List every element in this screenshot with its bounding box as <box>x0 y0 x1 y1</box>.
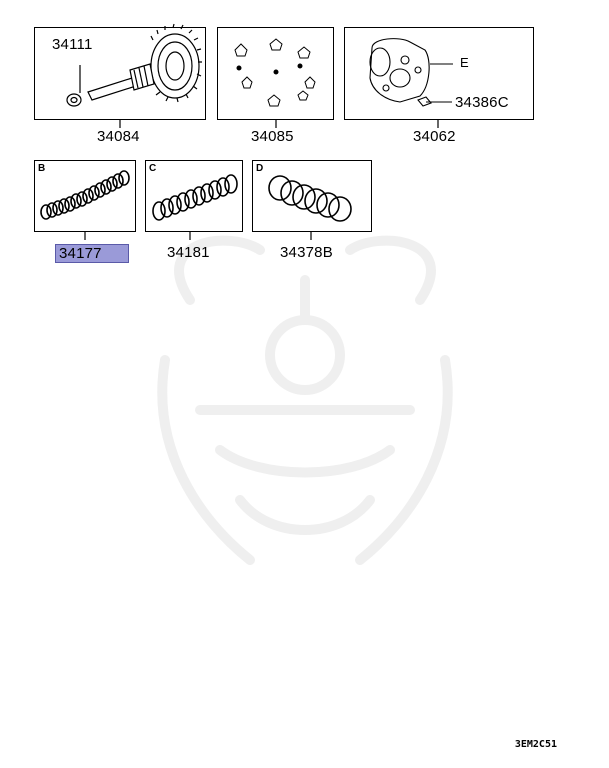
spring-d-drawing <box>269 176 351 221</box>
letter-d-label: D <box>256 163 264 174</box>
pinion-shaft-drawing <box>67 64 154 106</box>
diagram-code: 3EM2C51 <box>514 739 557 750</box>
sub-part-label[interactable]: 34111 <box>52 36 93 53</box>
pinion-gears-drawing <box>235 39 315 106</box>
part-number-34084[interactable]: 34084 <box>97 128 140 145</box>
part-number-34085[interactable]: 34085 <box>251 128 294 145</box>
spring-c-drawing <box>153 175 237 220</box>
part-number-34177-highlighted[interactable]: 34177 <box>55 244 129 263</box>
part-number-34181[interactable]: 34181 <box>167 244 210 261</box>
ring-gear-drawing <box>147 24 202 102</box>
part-number-34062[interactable]: 34062 <box>413 128 456 145</box>
diff-case-drawing <box>370 39 453 106</box>
bolt-part-label[interactable]: 34386C <box>455 94 509 111</box>
letter-e-label: E <box>460 55 469 70</box>
letter-c-label: C <box>149 163 157 174</box>
part-number-34378b[interactable]: 34378B <box>280 244 333 261</box>
spring-b-drawing <box>41 171 129 219</box>
letter-b-label: B <box>38 163 46 174</box>
